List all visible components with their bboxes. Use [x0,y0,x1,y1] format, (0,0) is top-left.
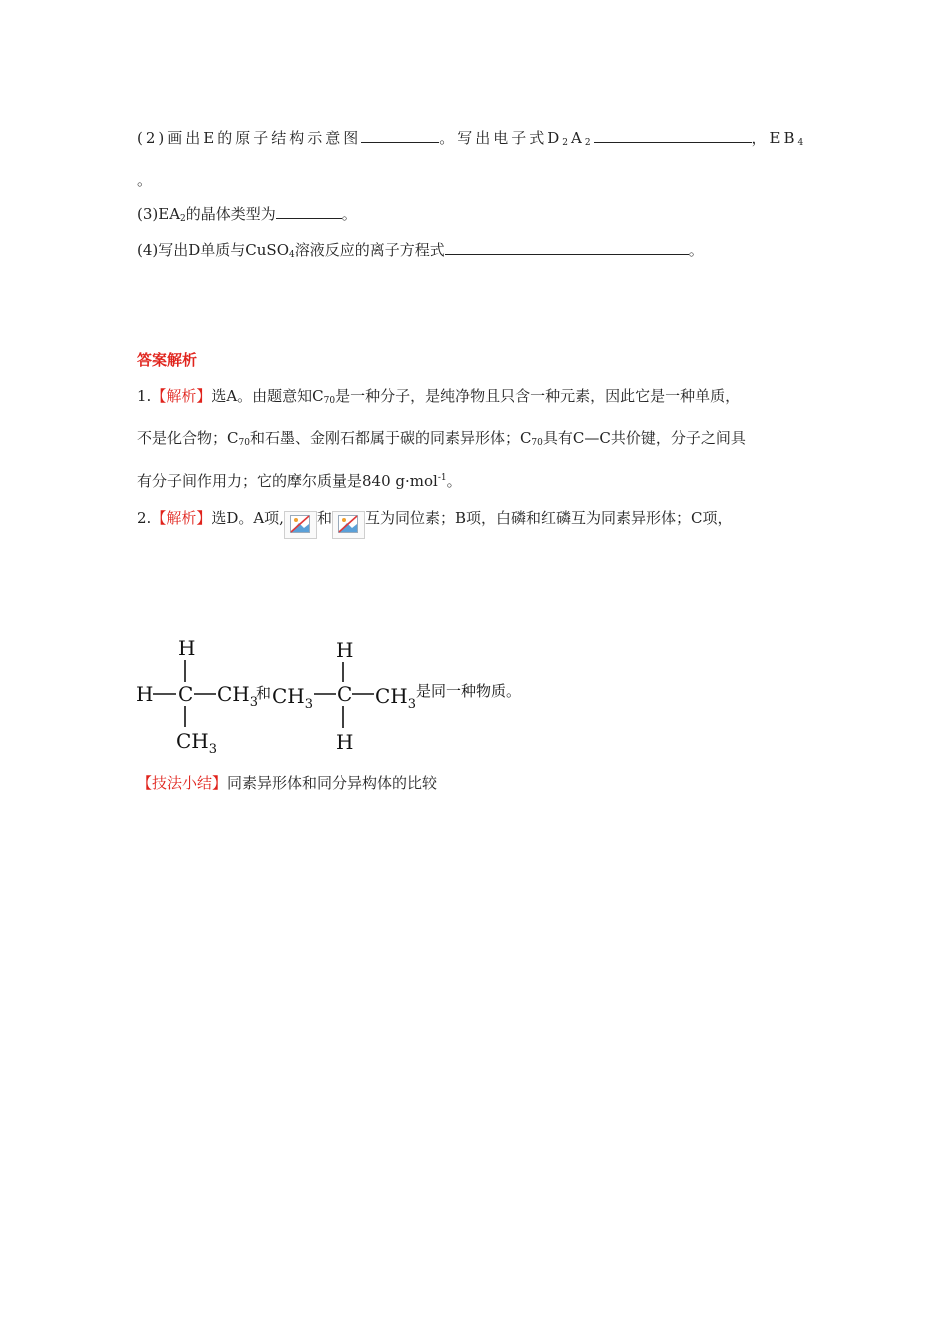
answer-2-line-1: 2.【解析】选D。A项, 和 互为同位素；B项，白磷和红磷互为同素异形体；C项， [137,508,733,539]
broken-image-icon [284,511,317,539]
technique-summary: 【技法小结】同素异形体和同分异构体的比较 [137,774,438,792]
answer-blank[interactable] [594,128,752,143]
atom-h: H [178,636,196,660]
atom-c: C [337,682,353,706]
same-substance-note: 是同一种物质。 [416,682,522,700]
atom-h: H [336,638,354,662]
methyl-group: $CH_3$ [176,729,218,757]
answer-1-line-1: 1.【解析】选A。由题意知$C_{70}$是一种分子，是纯净物且只含一种元素，因此它是一种单质， [137,387,741,406]
answer-blank[interactable] [361,128,439,143]
analysis-tag: 【解析】 [151,387,212,405]
question-2: (2)画出E的原子结构示意图 。写出电子式$D_2A_2$ ，$EB_4$ [137,129,807,148]
conjunction-he: 和 [256,684,272,702]
structural-formula-figure [134,630,554,760]
broken-image-icon [332,511,365,539]
atom-c: C [178,682,194,706]
methyl-group: $CH_3$ [217,682,259,710]
atom-h: H [336,730,354,754]
answer-1-line-2: 不是化合物；$C_{70}$和石墨、金刚石都属于碳的同素异形体；$C_{70}$具有C—C共价键，分子之间具 [137,429,746,448]
question-3: $(3)EA_2$的晶体类型为 。 [137,205,357,224]
analysis-tag: 【解析】 [151,509,212,527]
answer-heading: 答案解析 [137,351,198,369]
summary-tag: 【技法小结】 [137,774,228,792]
answer-blank[interactable] [445,240,689,255]
answer-blank[interactable] [276,204,342,219]
methyl-group: $CH_3$ [375,684,417,712]
answer-1-line-3: 有分子间作用力；它的摩尔质量是840 g·mol$^{-1}$。 [137,472,462,490]
question-2-continuation: 。 [137,171,153,189]
atom-h: H [136,682,154,706]
methyl-group: $CH_3$ [272,684,314,712]
question-4: (4)写出D单质与CuSO$_4$溶液反应的离子方程式 。 [137,241,704,260]
